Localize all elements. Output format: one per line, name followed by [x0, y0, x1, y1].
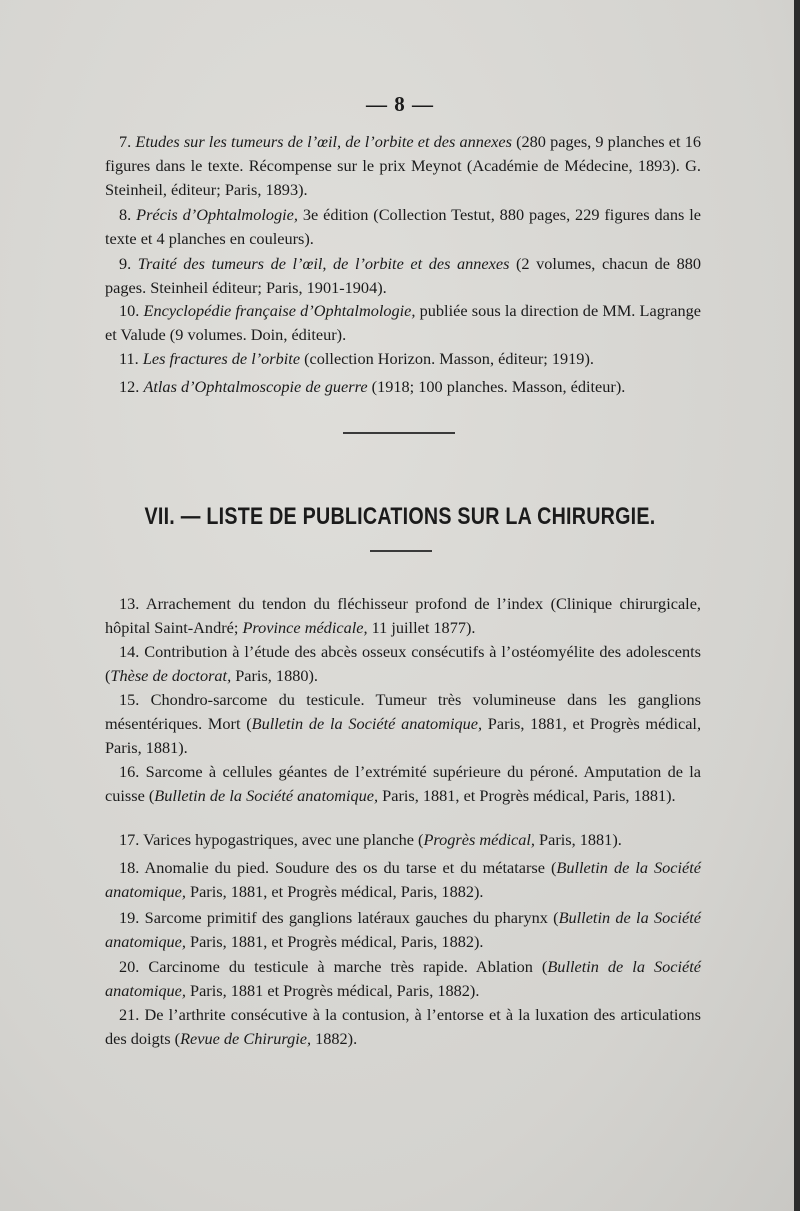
- section-divider: [343, 432, 455, 434]
- entry-number: 18.: [119, 858, 140, 877]
- entry-title: Encyclopédie française d’Ophtalmologie,: [143, 301, 416, 320]
- entry-text: Varices hypogastriques, avec une planche (: [143, 830, 424, 849]
- publication-entry-18: [105, 856, 701, 904]
- entry-details: 1882).: [311, 1029, 358, 1048]
- entry-number: 9.: [119, 254, 132, 273]
- entry-number: 20.: [119, 957, 140, 976]
- entry-title: Les fractures de l’orbite: [142, 349, 301, 368]
- entry-number: 16.: [119, 762, 140, 781]
- entry-title: Etudes sur les tumeurs de l’œil, de l’orbite et des annexes: [135, 132, 512, 151]
- entry-journal: Bulletin de la Société anatomique,: [154, 786, 379, 805]
- title-underline: [370, 550, 432, 552]
- entry-number: 19.: [119, 908, 140, 927]
- entry-journal: Bulletin de la Société anatomique,: [105, 858, 702, 901]
- entry-number: 8.: [119, 205, 132, 224]
- entry-text: Carcinome du testicule à marche très rapide. Ablation (: [148, 957, 548, 976]
- entry-title: Traité des tumeurs de l’œil, de l’orbite et des annexes: [137, 254, 510, 273]
- entry-details: Paris, 1881, et Progrès médical, Paris, 1882).: [185, 882, 484, 901]
- entry-details: Paris, 1880).: [231, 666, 318, 685]
- publication-entry-12: [105, 375, 701, 399]
- page-edge: [794, 0, 800, 1211]
- entry-title: Précis d’Ophtalmologie,: [136, 205, 298, 224]
- publication-entry-15: [105, 688, 701, 760]
- publication-entry-21: [105, 1003, 701, 1051]
- entry-details: 3e édition (Collection Testut, 880 pages, 229 figures dans le texte et 4 planches en couleurs).: [105, 205, 702, 248]
- page-number: — 8 —: [366, 92, 434, 116]
- entry-number: 17.: [119, 830, 140, 849]
- entry-number: 10.: [119, 301, 140, 320]
- publication-entry-14: [105, 640, 701, 688]
- publication-entry-10: [105, 299, 701, 347]
- entry-text: Arrachement du tendon du fléchisseur profond de l’index (Clinique chirurgicale, hôpital Saint-André;: [105, 594, 701, 637]
- publication-entry-13: [105, 592, 701, 640]
- publication-entry-16: [105, 760, 701, 808]
- publication-entry-7: [105, 130, 701, 202]
- entry-text: Sarcome à cellules géantes de l’extrémité supérieure du péroné. Amputation de la cuisse (: [105, 762, 701, 805]
- entry-title: Atlas d’Ophtalmoscopie de guerre: [143, 377, 368, 396]
- entry-details: Paris, 1881, et Progrès médical, Paris, 1881).: [378, 786, 676, 805]
- entry-number: 12.: [119, 377, 140, 396]
- entry-details: publiée sous la direction de MM. Lagrange et Valude (9 volumes. Doin, éditeur).: [105, 301, 702, 344]
- entry-details: (collection Horizon. Masson, éditeur; 1919).: [300, 349, 594, 368]
- entry-number: 14.: [119, 642, 140, 661]
- entry-details: Paris, 1881).: [534, 830, 622, 849]
- entry-details: 11 juillet 1877).: [367, 618, 476, 637]
- publication-entry-20: [105, 955, 701, 1003]
- entry-journal: Bulletin de la Société anatomique,: [105, 908, 702, 951]
- entry-details: Paris, 1881 et Progrès médical, Paris, 1882).: [185, 981, 480, 1000]
- entry-journal: Bulletin de la Société anatomique,: [105, 957, 701, 1000]
- publication-entry-11: [105, 347, 701, 371]
- entry-number: 21.: [119, 1005, 140, 1024]
- entry-text: Sarcome primitif des ganglions latéraux gauches du pharynx (: [144, 908, 559, 927]
- publication-entry-19: [105, 906, 701, 954]
- entry-number: 13.: [119, 594, 140, 613]
- entry-text: Chondro-sarcome du testicule. Tumeur très volumineuse dans les ganglions mésentériques. Mort (: [105, 690, 701, 733]
- entry-details: Paris, 1881, et Progrès médical, Paris, 1881).: [105, 714, 702, 757]
- publication-entry-17: [105, 828, 701, 852]
- entry-journal: Progrès médical,: [423, 830, 535, 849]
- entry-text: Contribution à l’étude des abcès osseux consécutifs à l’ostéomyélite des adolescents (: [105, 642, 701, 685]
- publication-entry-8: [105, 203, 701, 251]
- entry-details: (1918; 100 planches. Masson, éditeur).: [367, 377, 626, 396]
- entry-journal: Revue de Chirurgie,: [180, 1029, 312, 1048]
- entry-number: 11.: [119, 349, 139, 368]
- entry-details: (280 pages, 9 planches et 16 figures dans le texte. Récompense sur le prix Meynot (Académie de Médecine, 1893). G. Steinheil, éditeur; Paris, 1893).: [105, 132, 701, 199]
- entry-details: Paris, 1881, et Progrès médical, Paris, 1882).: [185, 932, 484, 951]
- publication-entry-9: [105, 252, 701, 300]
- entry-number: 7.: [119, 132, 132, 151]
- entry-number: 15.: [119, 690, 140, 709]
- entry-journal: Bulletin de la Société anatomique,: [251, 714, 483, 733]
- entry-details: (2 volumes, chacun de 880 pages. Steinheil éditeur; Paris, 1901-1904).: [105, 254, 701, 297]
- section-title: VII. — LISTE DE PUBLICATIONS SUR LA CHIRURGIE.: [144, 503, 656, 530]
- entry-text: Anomalie du pied. Soudure des os du tarse et du métatarse (: [144, 858, 557, 877]
- entry-journal: Thèse de doctorat,: [110, 666, 232, 685]
- entry-text: De l’arthrite consécutive à la contusion, à l’entorse et à la luxation des articulations des doigts (: [105, 1005, 701, 1048]
- entry-journal: Province médicale,: [242, 618, 368, 637]
